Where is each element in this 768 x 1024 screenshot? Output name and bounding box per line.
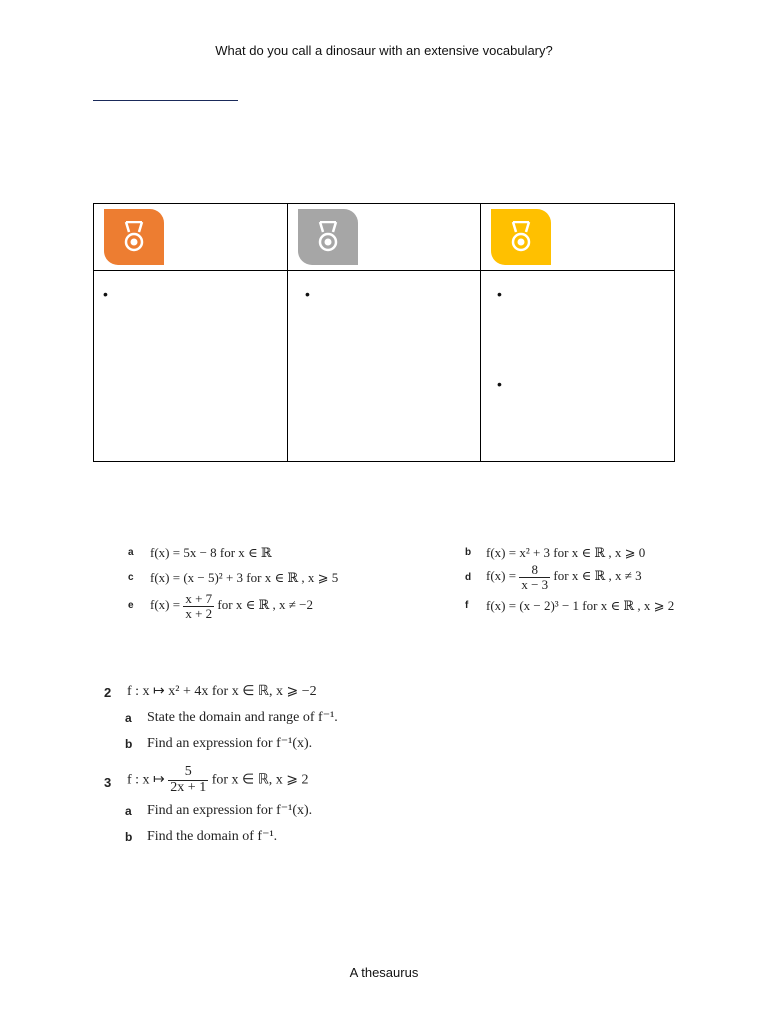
ex1-e-pre: f(x) =	[150, 597, 184, 613]
bullet-bronze: •	[103, 286, 108, 302]
ex1-e-label: e	[128, 600, 134, 611]
bronze-body-cell	[94, 271, 288, 462]
medal-header-row	[94, 204, 675, 271]
gold-body-cell	[481, 271, 675, 462]
q3-a-label: a	[125, 804, 132, 818]
ex1-d-denominator: x − 3	[521, 576, 549, 592]
ex1-e-math	[150, 592, 313, 620]
ex1-d-math	[486, 563, 642, 591]
silver-header-cell	[287, 204, 481, 271]
ex1-f-label: f	[465, 600, 469, 611]
ex1-e-fraction	[183, 592, 214, 620]
silver-body-cell	[287, 271, 481, 462]
q2-a-text: State the domain and range of f⁻¹.	[147, 710, 338, 725]
ex1-c-label: c	[128, 572, 134, 583]
ex1-a-label: a	[128, 547, 134, 558]
medal-icon	[121, 221, 147, 253]
bronze-medal-badge	[104, 209, 164, 265]
medal-icon	[508, 221, 534, 253]
ex1-f-math: f(x) = (x − 2)³ − 1 for x ∈ ℝ , x ⩾ 2	[486, 598, 675, 613]
riddle-question: What do you call a dinosaur with an extensive vocabulary?	[215, 43, 553, 58]
silver-medal-badge	[298, 209, 358, 265]
bullet-gold-1: •	[497, 286, 502, 302]
ex1-d-numerator: 8	[519, 563, 550, 578]
q3-stem	[127, 765, 309, 795]
q3-denominator: 2x + 1	[170, 779, 207, 795]
q2-b-label: b	[125, 737, 133, 751]
ex1-c-math: f(x) = (x − 5)² + 3 for x ∈ ℝ , x ⩾ 5	[150, 570, 339, 585]
q3-number: 3	[104, 775, 112, 790]
gold-header-cell	[481, 204, 675, 271]
bullet-gold-2: •	[497, 376, 502, 392]
bronze-header-cell	[94, 204, 288, 271]
q3-post: for x ∈ ℝ, x ⩾ 2	[208, 772, 309, 788]
medal-table	[93, 203, 675, 462]
bullet-silver: •	[305, 286, 310, 302]
ex1-e-post: for x ∈ ℝ , x ≠ −2	[214, 597, 313, 613]
ex1-b-math: f(x) = x² + 3 for x ∈ ℝ , x ⩾ 0	[486, 545, 646, 560]
q3-b-label: b	[125, 830, 133, 844]
riddle-answer: A thesaurus	[349, 965, 419, 980]
q2-stem: f : x ↦ x² + 4x for x ∈ ℝ, x ⩾ −2	[127, 684, 317, 699]
q2-number: 2	[104, 685, 112, 700]
ex1-d-fraction	[519, 563, 550, 591]
ex1-d-pre: f(x) =	[486, 568, 520, 584]
q2-b-text: Find an expression for f⁻¹(x).	[147, 736, 313, 751]
ex1-d-label: d	[465, 572, 472, 583]
q3-pre: f : x ↦	[127, 772, 169, 788]
ex1-b-label: b	[465, 547, 472, 558]
ex1-e-denominator: x + 2	[185, 605, 213, 621]
medal-icon	[315, 221, 341, 253]
medal-body-row	[94, 271, 675, 462]
ex1-a-math: f(x) = 5x − 8 for x ∈ ℝ	[150, 545, 272, 560]
q2-a-label: a	[125, 711, 132, 725]
q3-b-text: Find the domain of f⁻¹.	[147, 829, 278, 844]
q3-numerator: 5	[168, 765, 208, 781]
q3-fraction	[168, 765, 208, 795]
ex1-d-post: for x ∈ ℝ , x ≠ 3	[550, 568, 642, 584]
answer-line	[93, 100, 238, 101]
q3-a-text: Find an expression for f⁻¹(x).	[147, 803, 313, 818]
ex1-e-numerator: x + 7	[185, 591, 213, 606]
gold-medal-badge	[491, 209, 551, 265]
